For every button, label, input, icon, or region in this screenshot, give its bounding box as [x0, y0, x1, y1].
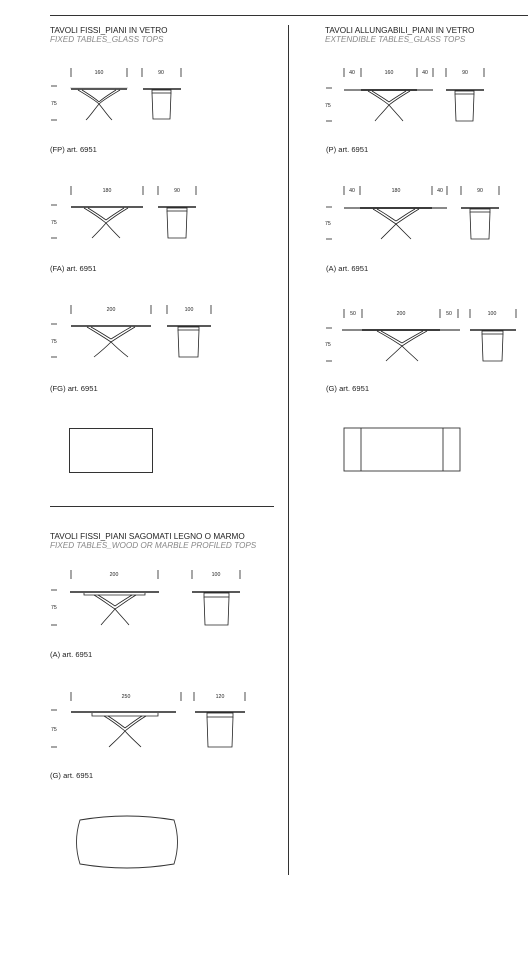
dim-fp-height: 75 [51, 101, 57, 107]
dim-profiled-g-width: 120 [215, 694, 225, 700]
article-fg: (FG) art. 6951 [50, 384, 98, 393]
dim-profiled-a-width: 100 [211, 572, 221, 578]
dim-ext-a-length: 180 [391, 188, 401, 194]
dim-profiled-a-length: 200 [109, 572, 119, 578]
dim-ext-a-height: 75 [325, 221, 331, 227]
dim-ext-p-length: 160 [384, 70, 394, 76]
dim-ext-p-width: 90 [462, 70, 468, 76]
fixed-profiled-title: TAVOLI FISSI_PIANI SAGOMATI LEGNO O MARMO [50, 532, 245, 541]
dim-ext-g-ext-left: 50 [350, 311, 356, 317]
dim-fg-height: 75 [51, 339, 57, 345]
dim-fa-length: 180 [102, 188, 112, 194]
dim-ext-a-ext-left: 40 [349, 188, 355, 194]
dim-fa-width: 90 [174, 188, 180, 194]
dim-ext-g-height: 75 [325, 342, 331, 348]
fixed-profiled-subtitle: FIXED TABLES_WOOD OR MARBLE PROFILED TOPS [50, 541, 257, 550]
dim-fg-length: 200 [106, 307, 116, 313]
dim-ext-g-width: 100 [487, 311, 497, 317]
dim-ext-p-height: 75 [325, 103, 331, 109]
dim-ext-a-width: 90 [477, 188, 483, 194]
article-fa: (FA) art. 6951 [50, 264, 97, 273]
dim-ext-p-ext-right: 40 [422, 70, 428, 76]
article-ext-g: (G) art. 6951 [326, 384, 370, 393]
dim-profiled-a-height: 75 [51, 605, 57, 611]
dim-ext-p-ext-left: 40 [349, 70, 355, 76]
dim-fp-width: 90 [158, 70, 164, 76]
dim-ext-a-ext-right: 40 [437, 188, 443, 194]
dim-fa-height: 75 [51, 220, 57, 226]
dim-fp-length: 160 [94, 70, 104, 76]
fixed-glass-subtitle: FIXED TABLES_GLASS TOPS [50, 35, 164, 44]
dim-ext-g-length: 200 [396, 311, 406, 317]
dim-profiled-g-height: 75 [51, 727, 57, 733]
article-ext-p: (P) art. 6951 [326, 145, 369, 154]
extendible-glass-title: TAVOLI ALLUNGABILI_PIANI IN VETRO [325, 26, 475, 35]
article-ext-a: (A) art. 6951 [326, 264, 369, 273]
fixed-glass-title: TAVOLI FISSI_PIANI IN VETRO [50, 26, 168, 35]
article-fp: (FP) art. 6951 [50, 145, 97, 154]
article-profiled-g: (G) art. 6951 [50, 771, 94, 780]
dim-fg-width: 100 [184, 307, 194, 313]
article-profiled-a: (A) art. 6951 [50, 650, 93, 659]
dim-profiled-g-length: 250 [121, 694, 131, 700]
dim-ext-g-ext-right: 50 [446, 311, 452, 317]
extendible-glass-subtitle: EXTENDIBLE TABLES_GLASS TOPS [325, 35, 466, 44]
